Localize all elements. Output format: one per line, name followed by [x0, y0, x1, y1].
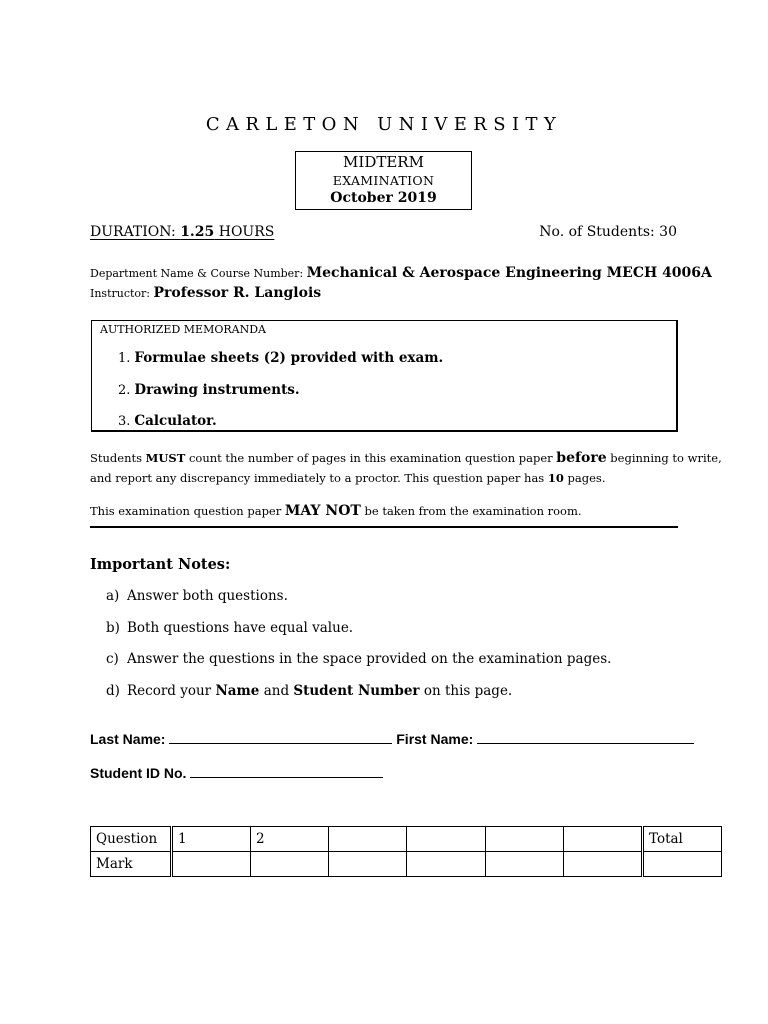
warn-text: beginning to write,: [606, 451, 722, 465]
last-name-label: Last Name:: [90, 731, 166, 747]
mark-cell[interactable]: [251, 852, 329, 877]
authorized-memoranda-box: [91, 320, 678, 432]
memo-text: Drawing instruments.: [134, 382, 300, 398]
warn-text: and report any discrepancy immediately to a proctor. This question paper has: [90, 471, 548, 485]
note-label: a): [106, 588, 120, 604]
student-id-label: Student ID No.: [90, 765, 187, 781]
table-cell: Mark: [91, 852, 172, 877]
note-text: Both questions have equal value.: [127, 620, 354, 636]
note-name: Name: [215, 683, 260, 699]
memo-text: Calculator.: [134, 413, 217, 429]
note-item: [106, 651, 611, 667]
note-student-number: Student Number: [293, 683, 420, 699]
table-cell: 2: [251, 827, 329, 852]
student-id-field-row: [90, 763, 383, 781]
name-fields: [90, 729, 694, 747]
mark-cell[interactable]: [172, 852, 251, 877]
memo-text: Formulae sheets (2) provided with exam.: [134, 350, 444, 366]
room-warning: [90, 503, 582, 519]
exam-subtype: EXAMINATION: [332, 173, 435, 188]
memo-item: [118, 382, 300, 398]
last-name-field[interactable]: [169, 729, 392, 744]
warn-may-not: MAY NOT: [284, 503, 361, 519]
memo-item: [118, 350, 443, 366]
warn-text: Students: [90, 451, 146, 465]
note-text: on this page.: [419, 683, 513, 699]
warn-before: before: [556, 450, 607, 466]
warn-must: MUST: [145, 451, 186, 465]
mark-cell[interactable]: [486, 852, 564, 877]
marks-table: [90, 826, 722, 877]
memo-num: 2.: [118, 383, 131, 398]
note-label: b): [106, 620, 120, 636]
note-item: [106, 683, 512, 699]
student-id-field[interactable]: [190, 763, 383, 778]
duration-label: DURATION:: [90, 224, 181, 240]
table-cell: 1: [172, 827, 251, 852]
students-value: 30: [659, 224, 677, 240]
instructor-value: Professor R. Langlois: [153, 285, 322, 301]
note-label: d): [106, 683, 120, 699]
dept-value: Mechanical & Aerospace Engineering MECH 4006A: [306, 265, 712, 281]
dept-label: Department Name & Course Number:: [90, 267, 307, 280]
table-cell: Total: [643, 827, 722, 852]
exam-title-box: [295, 151, 472, 210]
note-text: Record your: [127, 683, 216, 699]
instructor-label: Instructor:: [90, 287, 154, 300]
warn-text: count the number of pages in this examination question paper: [185, 451, 557, 465]
students-label: No. of Students:: [539, 224, 660, 240]
table-cell: Question: [91, 827, 172, 852]
department-line: [90, 262, 712, 281]
student-count: [539, 224, 677, 240]
note-text: Answer the questions in the space provided on the examination pages.: [127, 651, 612, 667]
table-cell: [486, 827, 564, 852]
page-count-warning: [90, 450, 722, 466]
mark-cell[interactable]: [564, 852, 643, 877]
warn-text: be taken from the examination room.: [360, 504, 582, 518]
mark-cell[interactable]: [407, 852, 486, 877]
first-name-field[interactable]: [477, 729, 694, 744]
first-name-label: First Name:: [396, 731, 474, 747]
note-item: [106, 620, 353, 636]
duration-value: 1.25: [180, 224, 215, 240]
memo-num: 3.: [118, 414, 131, 429]
university-title: CARLETON UNIVERSITY: [205, 114, 563, 135]
memoranda-title: AUTHORIZED MEMORANDA: [100, 323, 266, 336]
exam-date: October 2019: [330, 190, 437, 206]
note-text: and: [259, 683, 294, 699]
page-count-warning-cont: [90, 471, 606, 485]
table-cell: [407, 827, 486, 852]
exam-type: MIDTERM: [343, 153, 424, 171]
table-cell: [329, 827, 407, 852]
warn-page-count: 10: [547, 471, 564, 485]
note-item: [106, 588, 288, 604]
instructor-line: [90, 282, 321, 301]
mark-row: [91, 852, 722, 877]
total-mark-cell[interactable]: [643, 852, 722, 877]
divider: [90, 526, 678, 528]
warn-text: pages.: [563, 471, 606, 485]
duration: [90, 224, 274, 240]
duration-unit: HOURS: [214, 224, 275, 240]
memo-num: 1.: [118, 351, 131, 366]
mark-cell[interactable]: [329, 852, 407, 877]
warn-text: This examination question paper: [90, 504, 285, 518]
important-notes-title: Important Notes:: [90, 556, 231, 573]
memo-item: [118, 413, 217, 429]
note-text: Answer both questions.: [127, 588, 288, 604]
question-row: [91, 827, 722, 852]
table-cell: [564, 827, 643, 852]
note-label: c): [106, 651, 119, 667]
